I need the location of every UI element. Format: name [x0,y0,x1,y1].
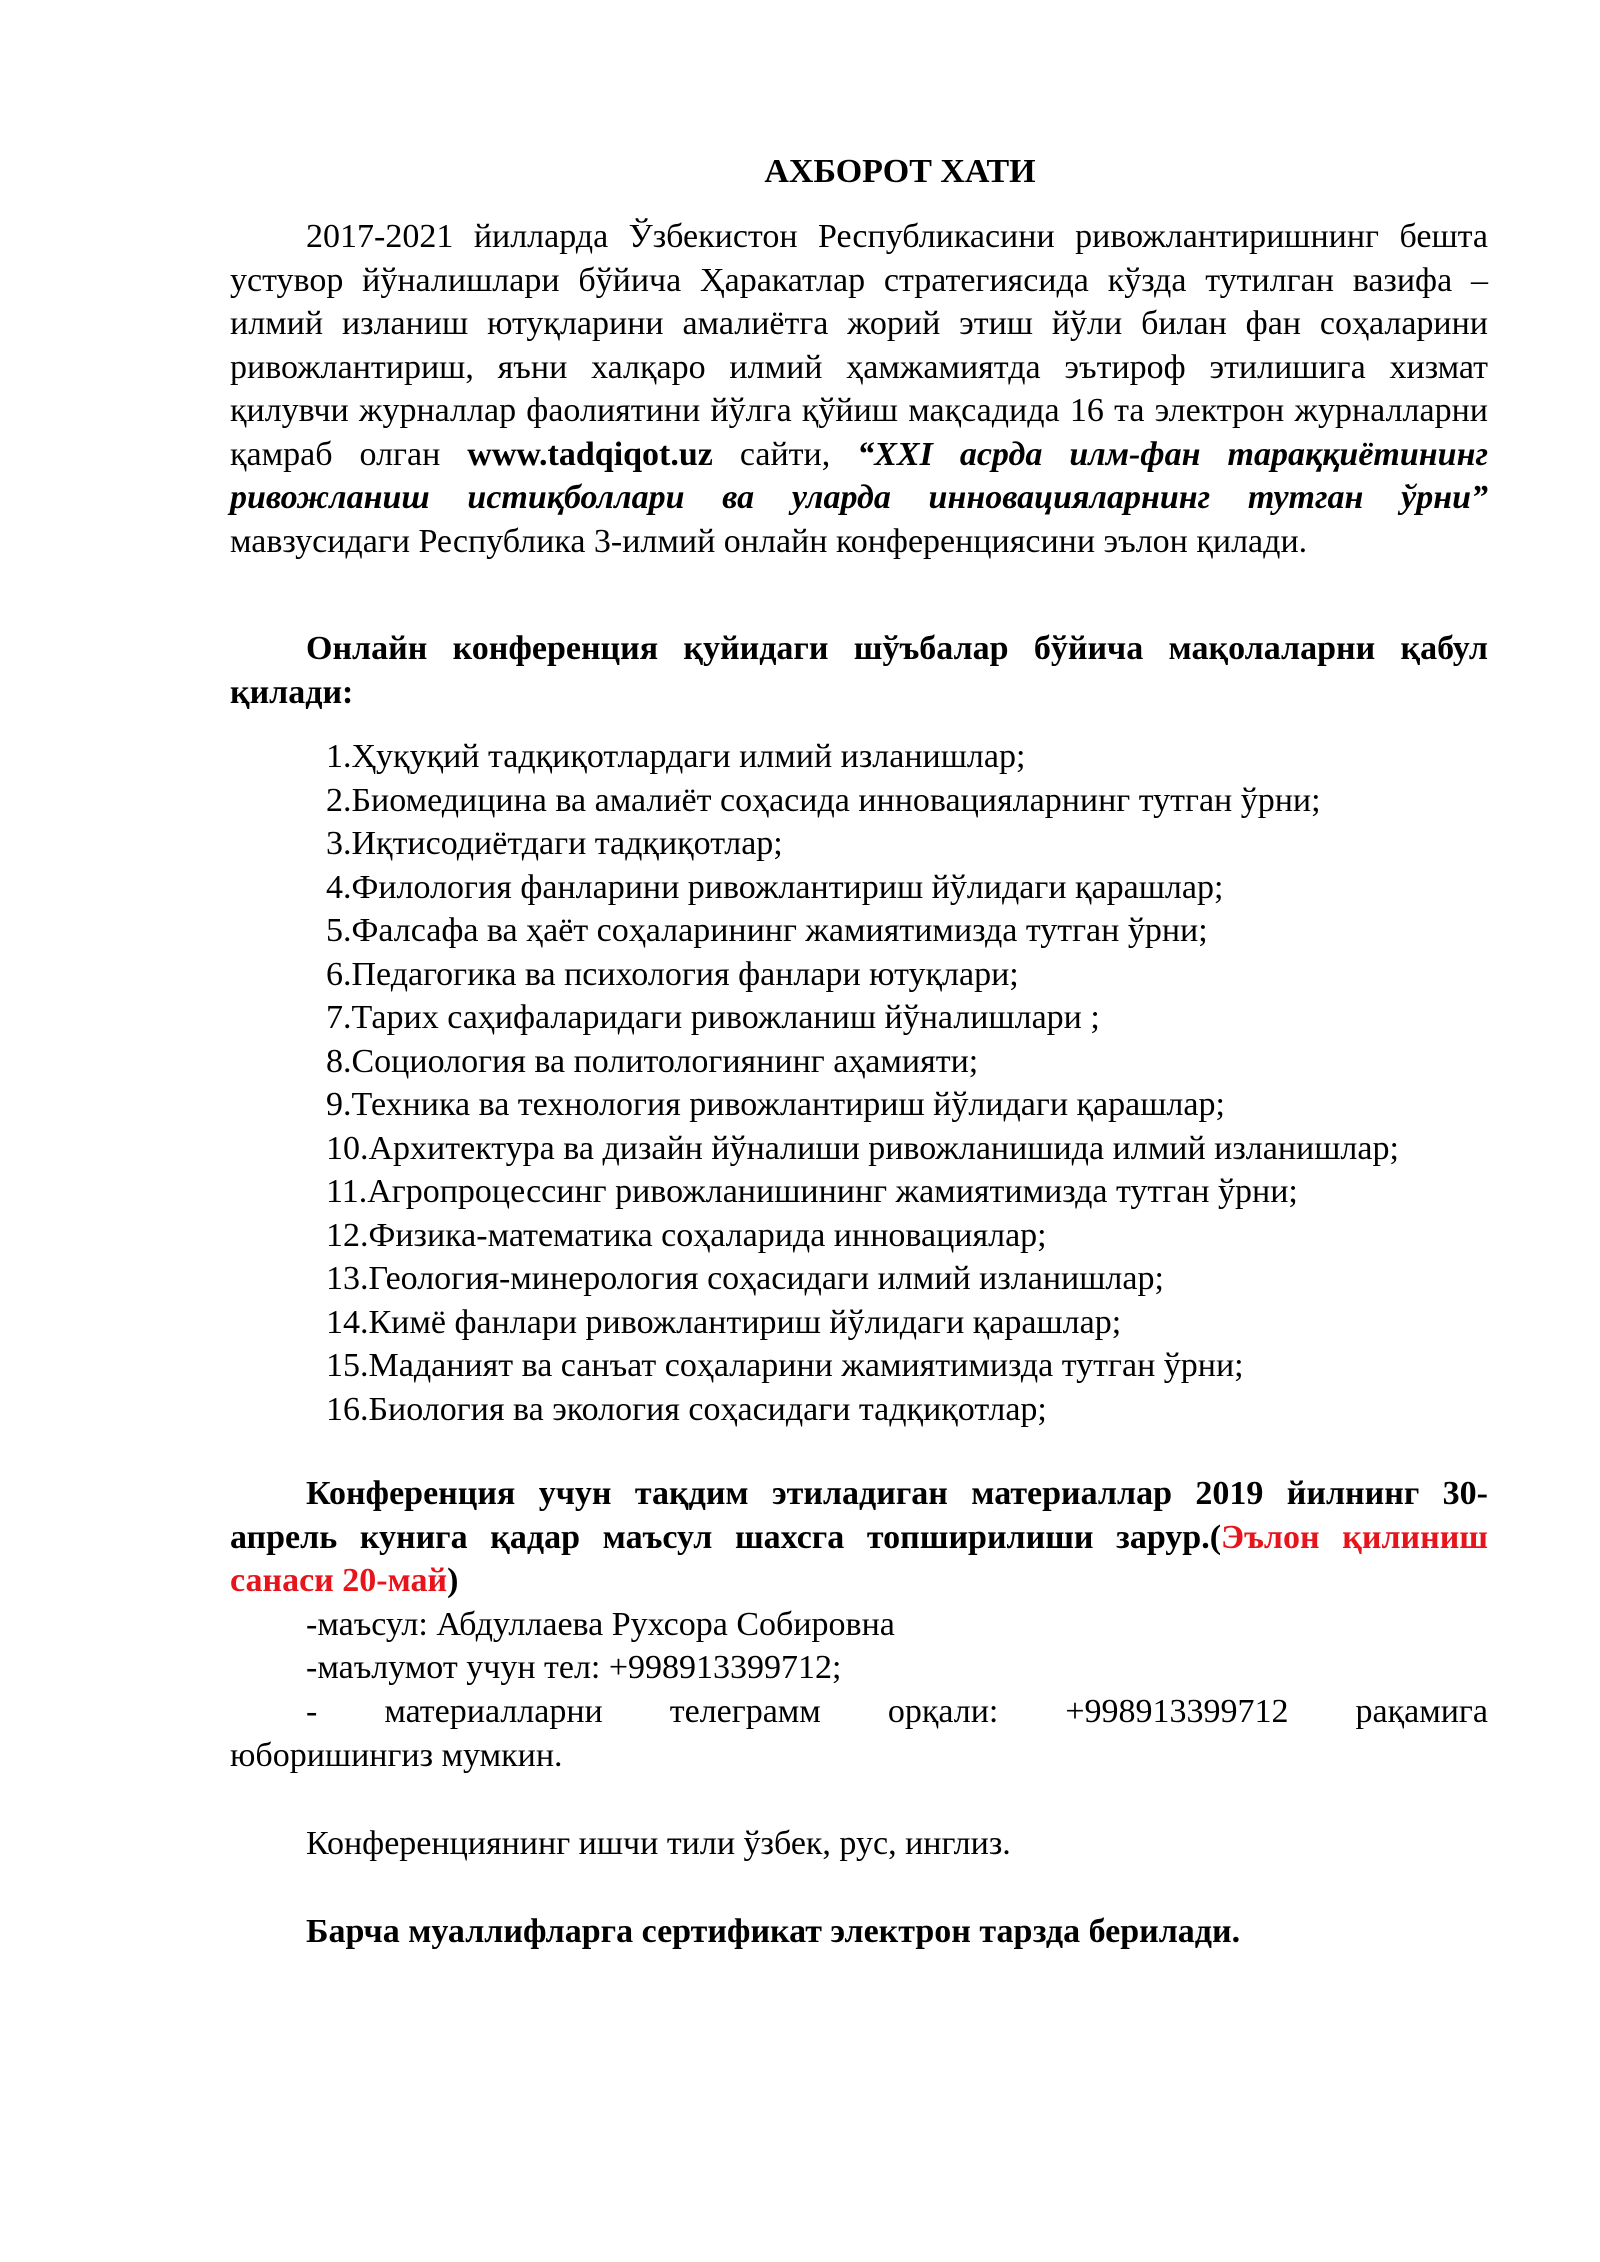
list-item: 2.Биомедицина ва амалиёт соҳасида инновацияларнинг тутган ўрни; [326,781,1321,819]
list-item: 16.Биология ва экология соҳасидаги тадқиқотлар; [326,1390,1047,1428]
list-item: 6.Педагогика ва психология фанлари ютуқлари; [326,955,1019,993]
telegram-word: материалларни [384,1693,603,1730]
deadline-paragraph [230,1472,1488,1603]
list-item: 3.Иқтисодиётдаги тадқиқотлар; [326,825,783,862]
contact-telegram-line [230,1690,1488,1734]
list-item: 13.Геология-минерология соҳасидаги илмий изланишлар; [326,1260,1164,1297]
list-item: 1.Ҳуқуқий тадқиқотлардаги илмий изланишлар; [326,738,1026,775]
deadline-close-paren: ) [447,1562,459,1599]
announcement-date: Эълон қилиниш санаси 20-май [230,1518,1489,1599]
telegram-word: - [306,1693,318,1730]
telegram-word: телеграмм [669,1693,821,1730]
document-title: АХБОРОТ ХАТИ [764,153,1036,190]
intro-text-1: 2017-2021 йилларда Ўзбекистон Республикасини ривожлантиришнинг бешта устувор йўналишлари бўйича Ҳаракатлар стратегиясида кўзда тутилган вазифа – илмий изланиш ютуқларини амалиётга жорий этиш йўли билан фан соҳаларини ривожлантириш, яъни халқаро илмий ҳамжамиятда эътироф этилишига хизмат қилувчи журналлар фаолиятини йўлга қўйиш мақсадида 16 та электрон журналларни қамраб олган [230,218,1488,473]
list-item: 8.Социология ва политологиянинг аҳамияти; [326,1042,979,1080]
working-languages: Конференциянинг ишчи тили ўзбек, рус, инглиз. [306,1825,1011,1862]
deadline-open-paren: ( [1209,1518,1222,1556]
contact-responsible: -маъсул: Абдуллаева Рухсора Собировна [306,1606,895,1643]
contact-phone: -маълумот учун тел: +998913399712; [306,1649,842,1686]
list-item: 15.Маданият ва санъат соҳаларини жамиятимизда тутган ўрни; [326,1347,1244,1384]
sections-list [326,735,1506,1431]
website-link[interactable]: www.tadqiqot.uz [467,435,713,473]
list-item: 4.Филология фанларини ривожлантириш йўлидаги қарашлар; [326,868,1224,906]
telegram-word: орқали: [887,1693,999,1730]
telegram-line [306,1690,1488,1734]
sections-heading: Онлайн конференция қуйидаги шўъбалар бўйича мақолаларни қабул қилади: [230,630,1488,711]
deadline-text: Конференция учун тақдим этиладиган материаллар 2019 йилнинг 30-апрель кунига қадар маъсул шахсга топширилиши зарур. [230,1475,1488,1556]
telegram-phone: +998913399712 [1065,1693,1289,1730]
intro-text-3: мавзусидаги Республика 3-илмий онлайн конференциясини эълон қилади. [230,522,1308,560]
list-item: 9.Техника ва технология ривожлантириш йўлидаги қарашлар; [326,1086,1225,1123]
list-item: 12.Физика-математика соҳаларида инновациялар; [326,1216,1047,1254]
certificate-note: Барча муаллифларга сертификат электрон тарзда берилади. [306,1913,1241,1950]
list-item: 5.Фалсафа ва ҳаёт соҳаларининг жамиятимизда тутган ўрни; [326,912,1208,949]
contact-telegram-end: юборишингиз мумкин. [230,1737,563,1774]
list-item: 7.Тарих саҳифаларидаги ривожланиш йўналишлари ; [326,999,1100,1036]
intro-paragraph [230,215,1488,563]
list-item: 10.Архитектура ва дизайн йўналиши ривожланишида илмий изланишлар; [326,1129,1399,1167]
conference-topic: “XXI асрда илм-фан тараққиётининг ривожланиш истиқболлари ва уларда инновацияларнинг тутган ўрни” [230,435,1488,516]
intro-text-2: сайти, [712,435,858,473]
list-item: 11.Агропроцессинг ривожланишининг жамиятимизда тутган ўрни; [326,1173,1298,1210]
telegram-word: рақамига [1355,1693,1488,1730]
list-item: 14.Кимё фанлари ривожлантириш йўлидаги қарашлар; [326,1303,1122,1341]
